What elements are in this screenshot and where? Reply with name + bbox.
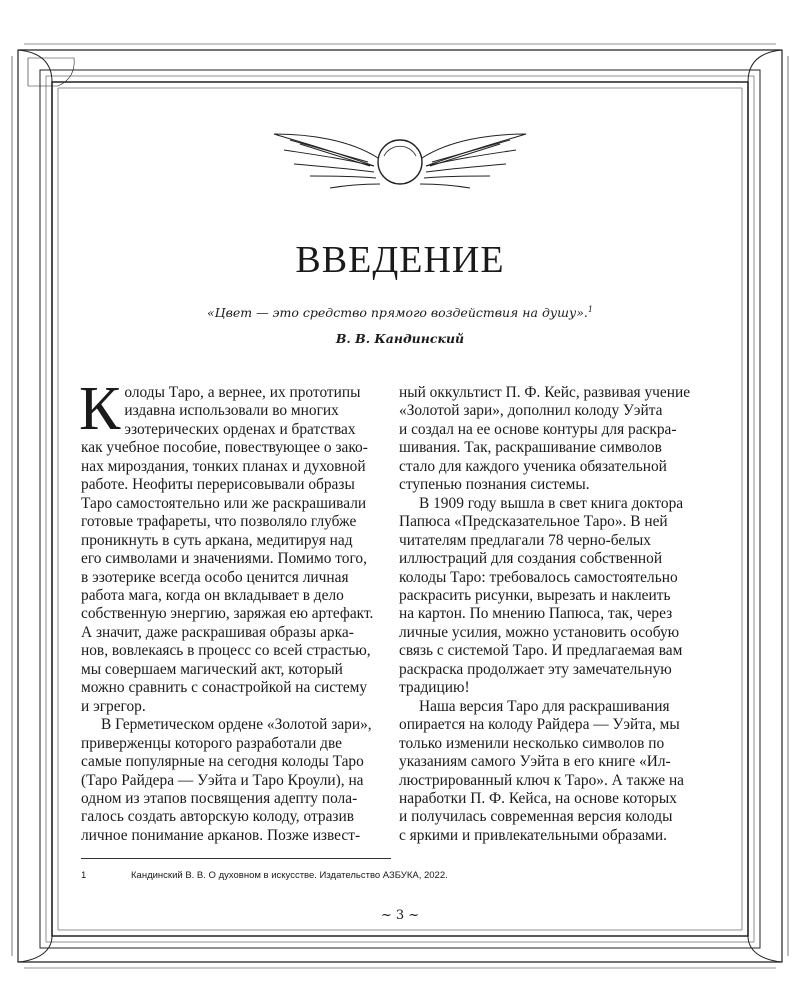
- text-line: личные усилия, можно установить особую: [399, 623, 680, 641]
- text-line: проникнуть в суть аркана, медитируя над: [81, 531, 353, 549]
- text-line: А значит, даже раскрашивая образы арка-: [81, 623, 354, 641]
- text-line: колоды Таро: требовалось самостоятельно: [399, 568, 678, 586]
- footnote-number: 1: [81, 870, 87, 881]
- text-line: и эгрегор.: [81, 697, 146, 715]
- text-line: с яркими и привлекательными образами.: [399, 826, 667, 844]
- text-line: ный оккультист П. Ф. Кейс, развивая учение: [399, 384, 691, 401]
- text-line: как учебное пособие, повествующее о зако-: [81, 439, 368, 457]
- text-line: самые популярные на сегодня колоды Таро: [81, 753, 364, 771]
- text-line: личное понимание арканов. Позже извест-: [81, 826, 361, 844]
- footnote-text: Кандинский В. В. О духовном в искусстве. Издательство АЗБУКА, 2022.: [131, 870, 448, 881]
- text-line: раскрасить рисунки, вырезать и наклеить: [399, 586, 671, 604]
- text-line: Наша версия Таро для раскрашивания: [419, 697, 670, 715]
- text-line: иллюстраций для создания собственной: [399, 550, 663, 568]
- text-line: связь с системой Таро. И предлагаемая вам: [399, 642, 683, 660]
- left-column: [79, 375, 381, 845]
- text-line: приверженцы которого разработали две: [81, 734, 343, 752]
- footnote-divider: [81, 858, 391, 859]
- text-line: (Таро Райдера — Уэйта и Таро Кроули), на: [81, 771, 364, 789]
- text-line: Папюса «Предсказательное Таро». В ней: [399, 513, 668, 531]
- text-line: традицию!: [399, 679, 470, 697]
- text-line: одном из этапов посвящения адепту пола-: [81, 789, 358, 807]
- page-number: ~ 3 ~: [380, 908, 420, 923]
- text-line: В 1909 году вышла в свет книга доктора: [419, 494, 684, 512]
- text-line: издавна использовали во многих: [124, 402, 339, 420]
- text-line: нах мироздания, тонких планах и духовной: [81, 457, 366, 475]
- drop-cap: К: [79, 375, 121, 443]
- text-line: шивания. Так, раскрашивание символов: [399, 439, 662, 457]
- text-line: мы совершаем магический акт, который: [81, 660, 343, 678]
- text-line: готовые трафареты, что позволяло глубже: [81, 513, 357, 531]
- text-line: галось создать авторскую колоду, отразив: [81, 808, 354, 826]
- footnote-ref: 1: [587, 305, 593, 314]
- text-line: на картон. По мнению Папюса, так, через: [399, 605, 673, 623]
- text-line: раскраска продолжает эту замечательную: [399, 660, 672, 678]
- text-line: указаниям самого Уэйта в его книге «Ил-: [399, 753, 671, 771]
- text-line: В Герметическом ордене «Золотой зари»,: [101, 716, 372, 734]
- text-line: Таро самостоятельно или же раскрашивали: [81, 494, 367, 512]
- text-line: «Золотой зари», дополнил колоду Уэйта: [399, 402, 663, 420]
- page-title: ВВЕДЕНИЕ: [295, 239, 505, 281]
- text-line: работе. Неофиты перерисовывали образы: [81, 476, 355, 494]
- text-line: в эзотерике всегда особо ценится личная: [81, 568, 349, 586]
- text-line: ступенью познания системы.: [399, 476, 590, 494]
- right-column: [399, 384, 699, 845]
- text-line: собственную энергию, заряжая ею артефакт.: [81, 605, 374, 623]
- text-line: и получилась современная версия колоды: [399, 808, 673, 826]
- text-line: только изменили несколько символов по: [399, 734, 665, 752]
- text-line: эзотерических орденах и братствах: [124, 420, 356, 438]
- text-line: нов, вовлекаясь в процесс со всей страстью,: [81, 642, 371, 660]
- text-line: олоды Таро, а вернее, их прототипы: [124, 384, 361, 401]
- footnote: [81, 870, 721, 881]
- text-line: работа мага, когда он вкладывает в дело: [81, 586, 344, 604]
- text-line: люстрированный ключ к Таро». А также на: [399, 771, 685, 789]
- text-line: опирается на колоду Райдера — Уэйта, мы: [399, 716, 680, 734]
- text-line: наработки П. Ф. Кейса, на основе которых: [399, 789, 677, 807]
- text-line: и создал на ее основе контуры для раскра-: [399, 420, 677, 438]
- epigraph-quote: [0, 305, 800, 320]
- text-line: можно сравнить с сонастройкой на систему: [81, 679, 368, 697]
- text-line: стало для каждого ученика обязательной: [399, 457, 667, 475]
- epigraph-author: В. В. Кандинский: [335, 331, 465, 346]
- winged-disc-emblem: [270, 128, 530, 192]
- epigraph-text: «Цвет — это средство прямого воздействия на душу».: [207, 305, 588, 321]
- text-line: его символами и значениями. Помимо того,: [81, 550, 367, 568]
- text-line: читателям предлагали 78 черно-белых: [399, 531, 651, 549]
